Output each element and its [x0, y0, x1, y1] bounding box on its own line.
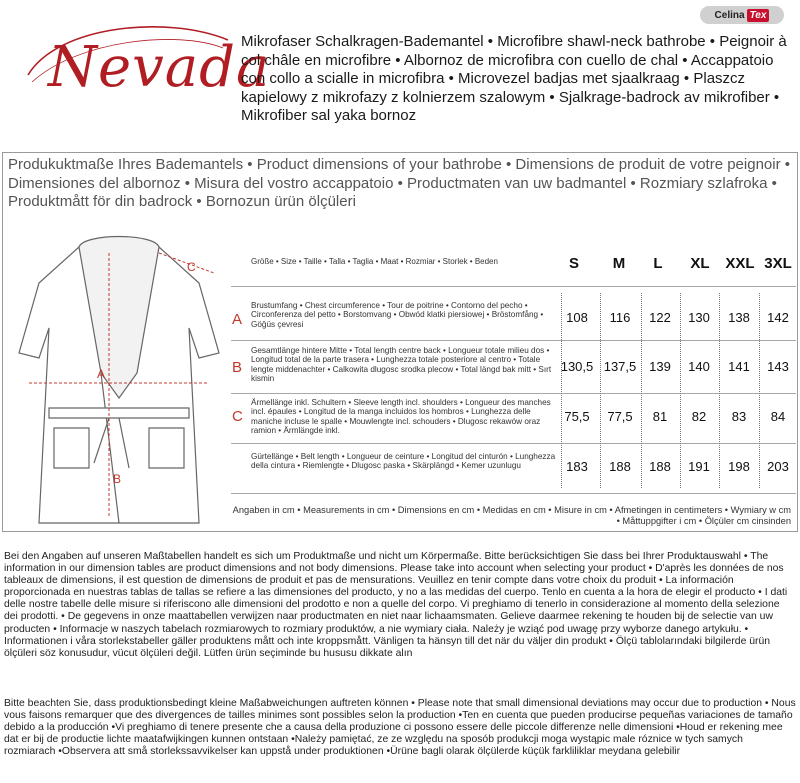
size-label: Größe • Size • Taille • Talla • Taglia • Maat • Rozmiar • Storlek • Beden [251, 257, 498, 266]
cell-d-m: 188 [609, 459, 631, 474]
row-desc-belt: Gürtellänge • Belt length • Longueur de ceinture • Longitud del cinturón • Lunghezza della cintura • Riemlengte • Dlugosc paska • Skärplängd • Kemer uzunlugu [251, 452, 556, 471]
product-title: Mikrofaser Schalkragen-Bademantel • Microfibre shawl-neck bathrobe • Peignoir à col châle en microfibre • Albornoz de microfibra con cuello de chal • Accappatoio con collo a scialle in microfibra • Microvezel badjas met sjaalkraag • Plaszcz kapielowy z mikrofazy z kolnierzem szalowym • Sjalkrage-badrock av mikrofiber • Mikrofiber sal yaka bornoz [241, 33, 787, 124]
cell-d-3xl: 203 [767, 459, 789, 474]
table-divider [231, 493, 796, 494]
size-3xl: 3XL [764, 255, 792, 272]
cell-c-m: 77,5 [607, 409, 633, 424]
cell-b-m: 137,5 [603, 359, 637, 374]
table-divider [231, 340, 796, 341]
cell-c-xxl: 83 [731, 409, 747, 424]
cell-d-s: 183 [566, 459, 588, 474]
table-divider [231, 443, 796, 444]
cell-c-s: 75,5 [564, 409, 590, 424]
cell-a-xl: 130 [688, 310, 710, 325]
cell-b-xxl: 141 [728, 359, 750, 374]
cell-a-l: 122 [649, 310, 671, 325]
cell-d-xl: 191 [688, 459, 710, 474]
table-divider [231, 286, 796, 287]
table-divider [231, 393, 796, 394]
row-desc-sleeve: Ärmellänge inkl. Schultern • Sleeve length incl. shoulders • Longueur des manches incl. épaules • Longitud de la manga incluidos los hombros • Lunghezza delle maniche incluse le spalle • Mouwlengte incl. schouders • Dlugosc rekawów oraz ramion • Ärmlängde inkl. [251, 398, 551, 436]
cell-a-3xl: 142 [767, 310, 789, 325]
cell-c-3xl: 84 [770, 409, 786, 424]
cell-a-s: 108 [566, 310, 588, 325]
cell-b-l: 139 [649, 359, 671, 374]
cell-b-3xl: 143 [767, 359, 789, 374]
brand-logo [18, 20, 271, 120]
note-production-deviation: Bitte beachten Sie, dass produktionsbedingt kleine Maßabweichungen auftreten können • Please note that small dimensional deviations may occur due to production • Nous vous faisons remarquer que des divergences de tailles minimes sont possibles selon la production •Ten en cuenta que pueden producirse pequeñas variaciones de tamaño debido a la producción •Vi preghiamo di tenere presente che a causa della produzione ci possono essere delle piccole differenze nelle dimensioni •Houd er rekening mee dat er bij de productie lichte maatafwijkingen kunnen ontstaan •Należy pamiętać, ze ze względu na sposób produkcji moga wystąpic male róznice w tych samych rozmiarach •Observera att små storlekssavvikelser kan uppstå under produktionen •Ürüne bagli olarak ölçülerde küçük farkliliklar meydana gelebilir [4, 698, 796, 758]
size-xxl: XXL [725, 255, 755, 272]
cell-a-xxl: 138 [728, 310, 750, 325]
bathrobe-illustration [9, 233, 231, 525]
cell-c-xl: 82 [691, 409, 707, 424]
row-desc-chest: Brustumfang • Chest circumference • Tour de poitrine • Contorno del pecho • Circonferenza del petto • Borstomvang • Obwód klatki piersiowej • Bröstomfång • Göğüs çevresi [251, 301, 544, 329]
robe-label-b: B [113, 472, 122, 486]
row-letter-b: B [232, 359, 243, 376]
cell-d-l: 188 [649, 459, 671, 474]
size-xl: XL [690, 255, 710, 272]
units-note: Angaben in cm • Measurements in cm • Dimensions en cm • Medidas en cm • Misure in cm • Afmetingen in centimeters • Wymiary w cm • Måttuppgifter i cm • Ölçüler cm cinsinden [232, 505, 791, 526]
brand-name: Nevada [48, 35, 271, 100]
cell-b-xl: 140 [688, 359, 710, 374]
dimension-heading: Produkuktmaße Ihres Bademantels • Product dimensions of your bathrobe • Dimensions de produit de votre peignoir • Dimensiones del albornoz • Misura del vostro accappatoio • Productmaten van uw badmantel • Rozmiary szlafroka • Produktmått för din badrock • Bornozun ürün ölçüleri [8, 156, 790, 210]
cell-a-m: 116 [609, 310, 631, 325]
dimension-section [2, 152, 798, 532]
robe-label-a: A [97, 367, 106, 381]
cell-b-s: 130,5 [560, 359, 594, 374]
note-product-dimensions: Bei den Angaben auf unseren Maßtabellen handelt es sich um Produktmaße und nicht um Körpermaße. Bitte berücksichtigen Sie dass bei Ihrer Produktauswahl • The information in our dimension tables are product dimensions and not body dimensions. Please take into account when selecting your product • D'après les données de nos tableaux de dimensions, il est question de dimensions de produit et pas de mensurations. Veuillez en tenir compte dans votre choix du produit • La información proporcionada en nuestras tablas de tallas se refiere a las dimensiones del producto, y no a las medidas del cuerpo. Tenlo en cuenta a la hora de elegir el producto • I dati delle nostre tabelle delle misure si riferiscono alle dimensioni del prodotto e non a quelle del corpo. Vi preghiamo di tenerlo in considerazione al momento della selezione dei prodotti. • De gegevens in onze maattabellen verwijzen naar productmaten en niet naar lichaamsmaten. Gelieve daarmee rekening te houden bij de selectie van uw producten • Informacje w naszych tabelach rozmiarowych to rozmiary produktów, a nie wymiary ciała. Należy je wziąć pod uwagę przy wyborze danego artykułu. • Informationen i våra storlekstabeller gäller produktens mått och inte kroppsmått. Vänligen ta hänsyn till det när du väljer din produkt • Ölçü tablolarındaki bilgilerde ürün ölçüleri söz konusudur, vücut ölçüleri değil. Lütfen ürün seçiminde bu hususu dikkate alın [4, 551, 788, 659]
row-letter-c: C [232, 408, 243, 425]
logo-text: Celina [714, 9, 745, 21]
celina-tex-logo [700, 6, 784, 24]
cell-d-xxl: 198 [728, 459, 750, 474]
size-m: M [612, 255, 626, 272]
row-desc-length: Gesamtlänge hintere Mitte • Total length centre back • Longueur totale milieu dos • Longitud total de la parte trasera • Lunghezza totale posteriore al centro • Totale lengte middenachter • Calkowita dlugosc srodka plecow • Total längd bak mitt • Sırt kismin [251, 346, 552, 384]
logo-tex: Tex [747, 9, 770, 22]
robe-label-c: C [187, 260, 196, 274]
size-s: S [568, 255, 579, 272]
size-l: L [653, 255, 663, 272]
row-letter-a: A [232, 311, 243, 328]
cell-c-l: 81 [652, 409, 668, 424]
product-header [0, 0, 800, 152]
